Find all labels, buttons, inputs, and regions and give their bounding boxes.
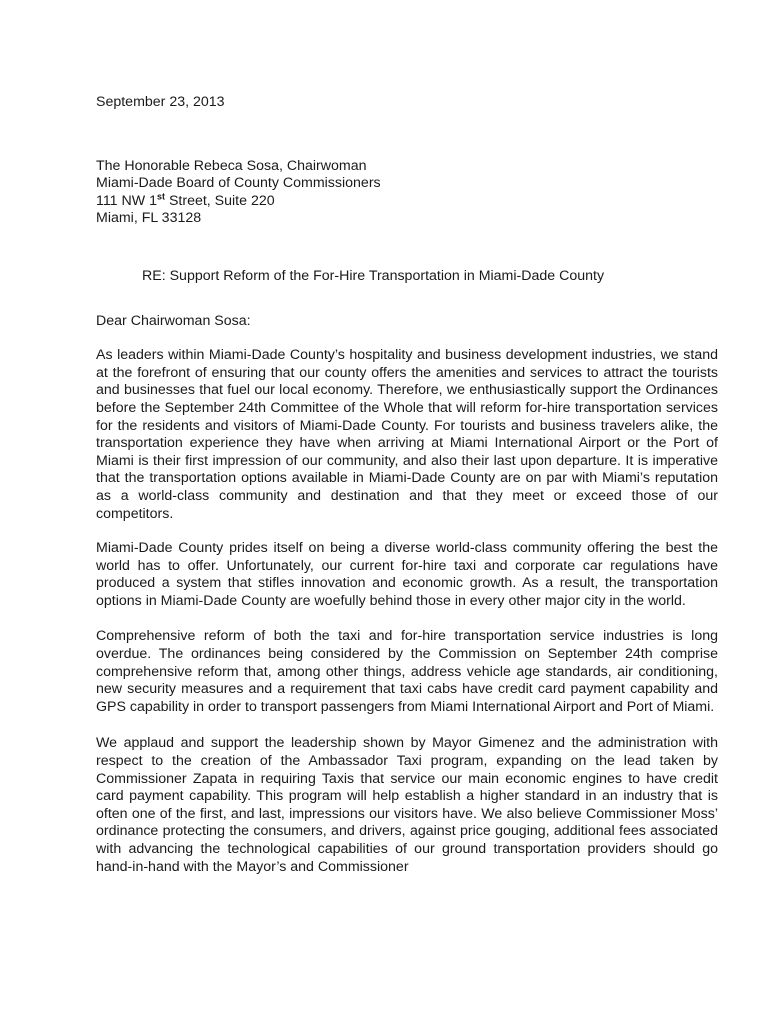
recipient-city: Miami, FL 33128 (96, 210, 202, 227)
letter-page (96, 94, 718, 876)
body-paragraph-3: Comprehensive reform of both the taxi and for-hire transportation service industries is long overdue. The ordinances being considered by the Commission on September 24th comprise comprehensive reform that, among other things, address vehicle age standards, air conditioning, new security measures and a requirement that taxi cabs have credit card payment capability and GPS capability in order to transport passengers from Miami International Airport and Port of Miami. (96, 628, 718, 715)
body-paragraph-4: We applaud and support the leadership shown by Mayor Gimenez and the administration with respect to the creation of the Ambassador Taxi program, expanding on the lead taken by Commissioner Zapata in requiring Taxis that service our main economic engines to have credit card payment capability. This program will help establish a higher standard in an industry that is often one of the first, and last, impressions our visitors have. We also believe Commissioner Moss’ ordinance protecting the consumers, and drivers, against price gouging, additional fees associated with advancing the technological capabilities of our ground transportation providers should go hand-in-hand with the Mayor’s and Commissioner (96, 735, 718, 875)
body-paragraph-2: Miami-Dade County prides itself on being a diverse world-class community offering the best the world has to offer. Unfortunately, our current for-hire taxi and corporate car regulations have produced a system that stifles innovation and economic growth. As a result, the transportation options in Miami-Dade County are woefully behind those in every other major city in the world. (96, 540, 718, 609)
street-number: 111 NW 1 (96, 192, 157, 209)
street-rest: Street, Suite 220 (165, 192, 275, 209)
recipient-address-block (96, 158, 718, 228)
recipient-name: The Honorable Rebeca Sosa, Chairwoman (96, 157, 367, 174)
body-paragraph-1: As leaders within Miami-Dade County’s hospitality and business development industries, we stand at the forefront of ensuring that our county offers the amenities and services to attract the tourists and businesses that fuel our local economy. Therefore, we enthusiastically support the Ordinances before the September 24th Committee of the Whole that will reform for-hire transportation services for the residents and visitors of Miami-Dade County. For tourists and business travelers alike, the transportation experience they have when arriving at Miami International Airport or the Port of Miami is their first impression of our community, and also their last upon departure. It is imperative that the transportation options available in Miami-Dade County are on par with Miami’s reputation as a world-class community and destination and that they meet or exceed those of our competitors. (96, 347, 718, 522)
recipient-organization: Miami-Dade Board of County Commissioners (96, 175, 381, 192)
recipient-street (96, 193, 718, 211)
letter-date: September 23, 2013 (96, 94, 225, 110)
subject-line: RE: Support Reform of the For-Hire Transportation in Miami-Dade County (142, 267, 605, 284)
salutation: Dear Chairwoman Sosa: (96, 312, 251, 329)
street-ordinal-suffix: st (156, 191, 165, 202)
